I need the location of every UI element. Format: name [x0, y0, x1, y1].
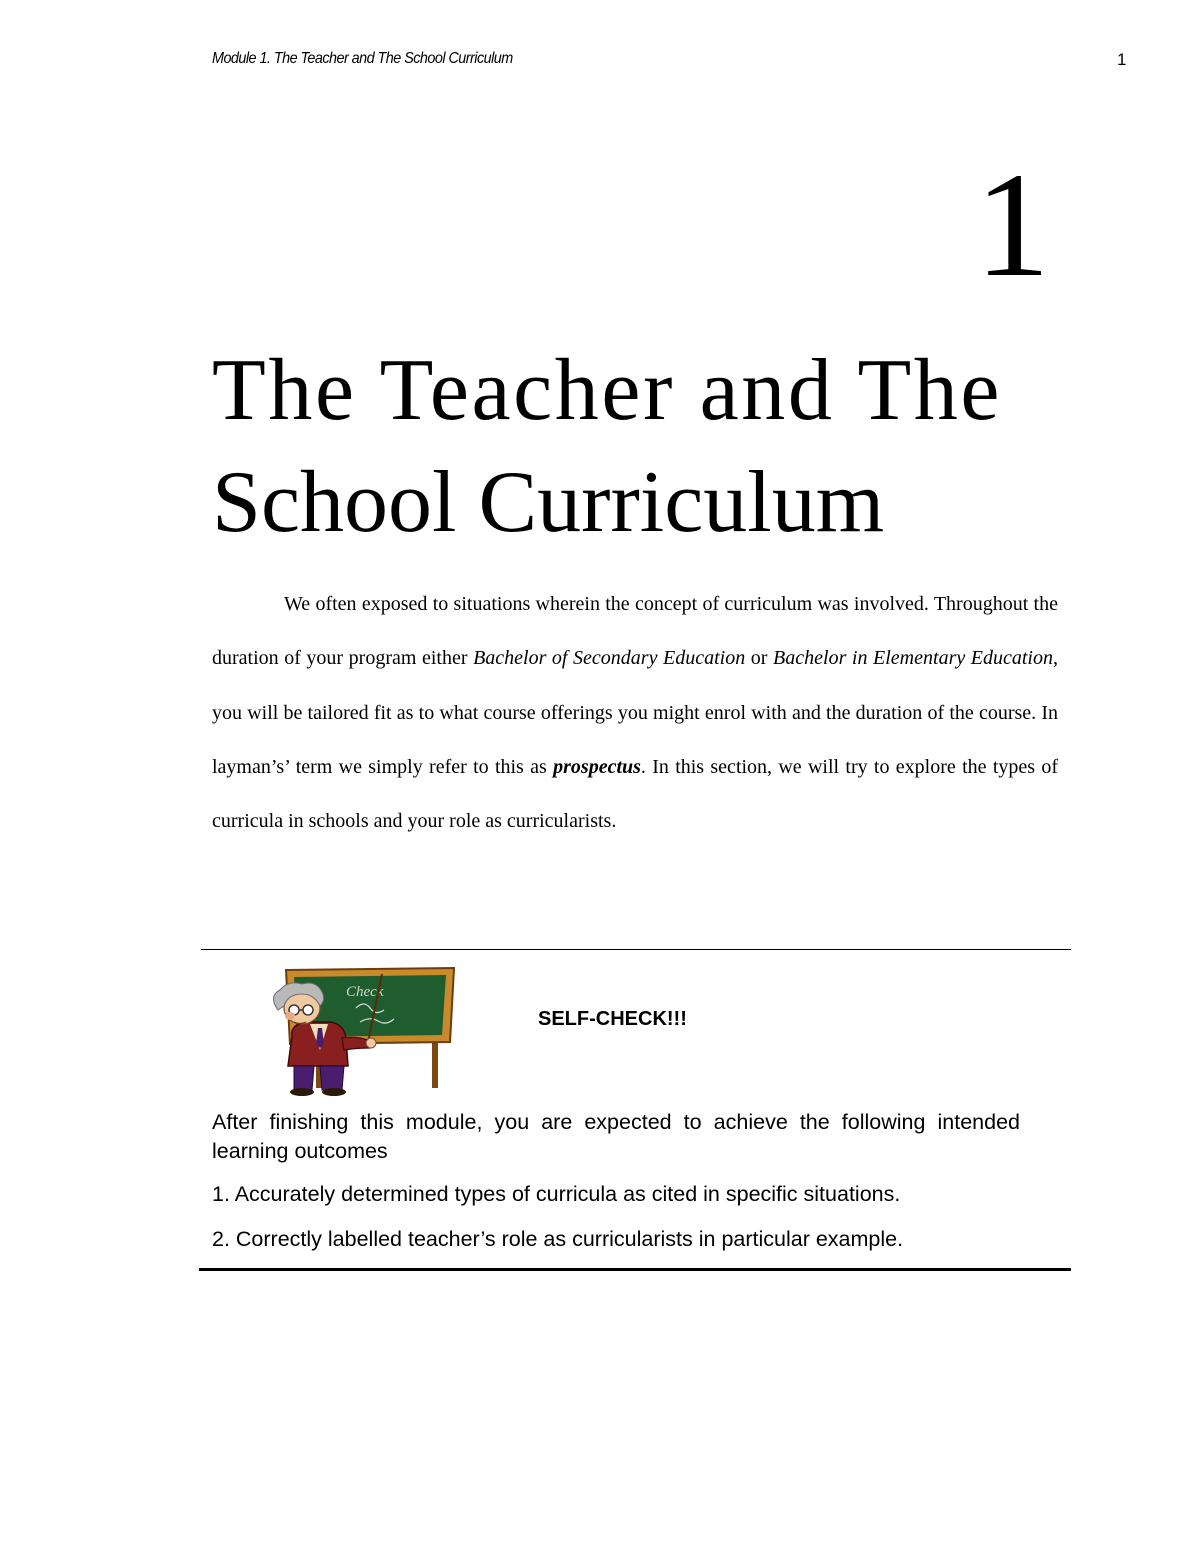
chapter-number: 1	[975, 142, 1050, 308]
running-header: Module 1. The Teacher and The School Curriculum	[212, 50, 513, 67]
intro-text-2: or	[745, 647, 774, 670]
self-check-heading: SELF-CHECK!!!	[538, 1008, 687, 1030]
outcomes-intro: After finishing this module, you are expected to achieve the following intended learning outcomes	[212, 1110, 1020, 1163]
board-lettering: Check	[346, 984, 384, 1000]
section-divider-top	[201, 949, 1071, 950]
prospectus-term: prospectus	[553, 755, 641, 778]
program-name-secondary: Bachelor of Secondary Education	[473, 647, 746, 670]
teacher-chalkboard-illustration	[264, 966, 460, 1096]
chapter-title-line-2: School Curriculum	[212, 454, 885, 551]
teacher-chalkboard-icon	[264, 966, 460, 1096]
program-name-elementary: Bachelor in Elementary Education	[773, 647, 1053, 670]
chapter-title-line-1: The Teacher and The	[212, 342, 1003, 439]
page-number: 1	[1117, 50, 1127, 69]
intro-text-4: . In this section, we will try to explore the types of curricula in schools and your role as curricularists.	[212, 755, 1059, 833]
intro-text-3: , you will be tailored fit as to what course offerings you might enrol with and the duration of the course. In layman’s’ term we simply refer to this as	[212, 647, 1058, 778]
intro-paragraph	[212, 577, 1058, 848]
section-divider-bottom	[199, 1268, 1071, 1271]
intro-text-1: We often exposed to situations wherein the concept of curriculum was involved. Throughout the duration of your program either	[212, 593, 1058, 670]
chapter-title	[212, 335, 1072, 559]
learning-outcome-2: 2. Correctly labelled teacher’s role as curricularists in particular example.	[212, 1227, 904, 1251]
learning-outcome-1: 1. Accurately determined types of curricula as cited in specific situations.	[212, 1182, 901, 1206]
